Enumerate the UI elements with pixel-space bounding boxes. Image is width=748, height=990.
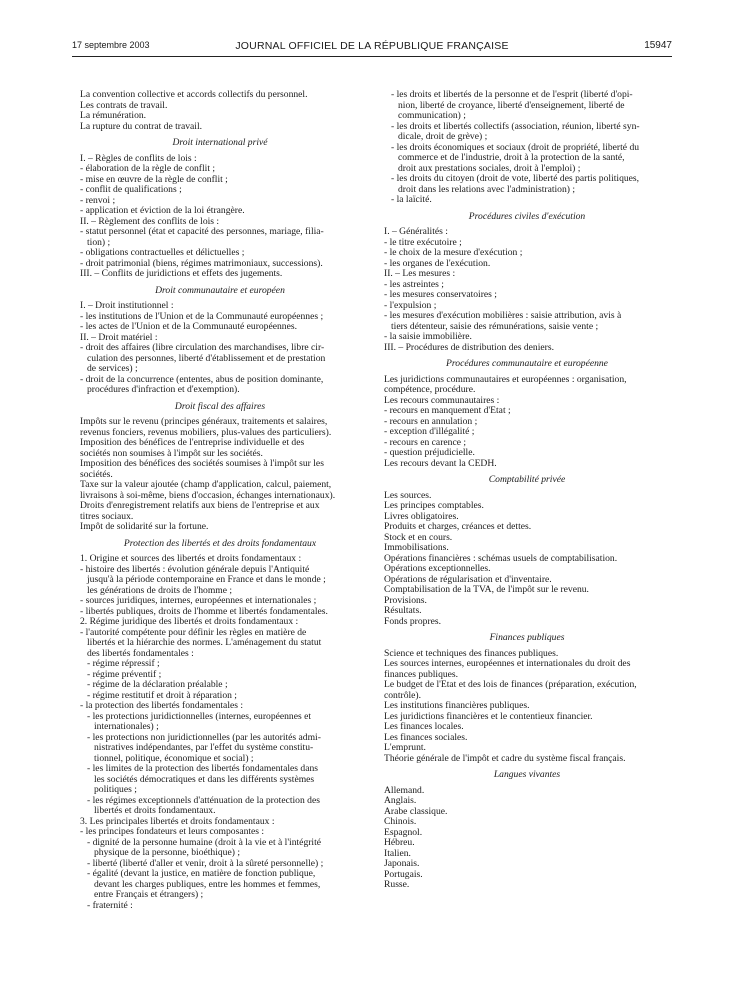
text-line: - conflit de qualifications ; (80, 185, 182, 195)
text-line: Produits et charges, créances et dettes. (384, 522, 532, 532)
text-line: revenus fonciers, revenus mobiliers, plus-values des particuliers). (80, 427, 332, 438)
text-line: Les sources. (384, 490, 432, 501)
header-page-number: 15947 (644, 40, 672, 51)
text-line: Impôt de solidarité sur la fortune. (80, 522, 209, 532)
text-line: - les protections juridictionnelles (internes, européennes et (87, 711, 312, 722)
text-line: des libertés fondamentales : (87, 648, 194, 659)
text-line: contrôle). (384, 690, 422, 701)
text-line: culation des personnes, liberté d'établissement et de prestation (87, 353, 326, 364)
text-line: I. – Généralités : (384, 227, 448, 237)
section-heading: Procédures civiles d'exécution (468, 210, 586, 222)
text-line: - les organes de l'exécution. (384, 258, 491, 269)
text-line: tiers détenteur, saisie des rémunérations, saisie vente ; (391, 321, 599, 332)
text-line: Les recours devant la CEDH. (384, 458, 497, 469)
text-line: - les droits et libertés de la personne et de l'esprit (liberté d'opi- (391, 90, 633, 100)
text-line: sociétés non soumises à l'impôt sur les sociétés. (80, 448, 263, 459)
text-line: II. – Règlement des conflits de lois : (80, 216, 220, 227)
text-line: - les régimes exceptionnels d'atténuation de la protection des (87, 795, 320, 806)
text-line: devant les charges publiques, entre les hommes et femmes, (94, 879, 321, 890)
text-line: Les finances sociales. (384, 732, 468, 743)
text-line: - le choix de la mesure d'exécution ; (384, 248, 523, 258)
text-line: - libertés publiques, droits de l'homme et libertés fondamentales. (80, 606, 328, 617)
text-line: - régime de la déclaration préalable ; (87, 680, 228, 690)
text-line: I. – Droit institutionnel : (80, 301, 174, 311)
text-line: nion, liberté de croyance, liberté d'enseignement, liberté de (398, 100, 625, 111)
text-line: Japonais. (384, 859, 420, 869)
text-line: - les actes de l'Union et de la Communauté européennes. (80, 322, 297, 332)
text-line: - régime répressif ; (87, 659, 160, 669)
text-line: - recours en manquement d'État ; (384, 406, 511, 416)
text-line: Provisions. (384, 595, 427, 606)
text-line: droit dans les relations avec l'administration) ; (398, 184, 576, 195)
text-line: les générations de droits de l'homme ; (87, 585, 233, 596)
left-column (80, 90, 360, 911)
text-line: - les astreintes ; (384, 279, 444, 290)
section-heading: Langues vivantes (493, 769, 561, 780)
text-line: les sociétés démocratiques et dans les différents systèmes (94, 774, 315, 785)
text-line: - les droits et libertés collectifs (association, réunion, liberté syn- (391, 121, 640, 132)
text-line: - mise en œuvre de la règle de conflit ; (80, 174, 228, 185)
text-line: - l'expulsion ; (384, 300, 437, 311)
text-line: Les recours communautaires : (384, 395, 500, 406)
text-line: - exception d'illégalité ; (384, 427, 475, 437)
text-line: Résultats. (384, 606, 422, 616)
text-line: - égalité (devant la justice, en matière de fonction publique, (87, 869, 316, 879)
text-line: Imposition des bénéfices des sociétés soumises à l'impôt sur les (80, 459, 324, 469)
text-line: La rémunération. (80, 111, 147, 121)
text-line: II. – Droit matériel : (80, 332, 158, 343)
text-line: Les institutions financières publiques. (384, 701, 530, 711)
text-line: 1. Origine et sources des libertés et droits fondamentaux : (80, 554, 302, 564)
text-line: livraisons à soi-même, biens d'occasion, échanges internationaux). (80, 490, 336, 501)
text-line: - les mesures d'exécution mobilières : saisie attribution, avis à (384, 311, 622, 321)
text-line: - dignité de la personne humaine (droit à la vie et à l'intégrité (87, 837, 322, 848)
text-line: - le titre exécutoire ; (384, 237, 462, 248)
text-line: Allemand. (384, 785, 425, 796)
text-line: libertés et droits fondamentaux. (94, 806, 216, 816)
text-line: Les juridictions communautaires et européennes : organisation, (384, 374, 627, 385)
text-line: L'emprunt. (384, 743, 426, 753)
text-line: politiques ; (94, 785, 137, 795)
text-line: - régime préventif ; (87, 669, 162, 680)
section-heading: Droit fiscal des affaires (174, 400, 266, 412)
text-line: Les finances locales. (384, 722, 464, 732)
text-line: - régime restitutif et droit à réparation ; (87, 690, 237, 701)
right-column (384, 90, 670, 891)
text-line: Italien. (384, 848, 411, 859)
text-line: - statut personnel (état et capacité des personnes, mariage, filia- (80, 227, 324, 237)
text-line: - les droits du citoyen (droit de vote, liberté des partis politiques, (391, 174, 640, 184)
text-line: Russe. (384, 880, 410, 890)
text-line: physique de la personne, bioéthique) ; (94, 848, 241, 858)
text-line: Immobilisations. (384, 543, 449, 553)
text-line: Hébreu. (384, 838, 415, 848)
text-line: - l'autorité compétente pour définir les règles en matière de (80, 627, 307, 638)
text-line: La rupture du contrat de travail. (80, 121, 203, 132)
text-line: - recours en annulation ; (384, 416, 478, 427)
text-line: commerce et de l'industrie, droit à la protection de la santé, (398, 153, 625, 163)
text-line: - recours en carence ; (384, 437, 467, 448)
text-line: Science et techniques des finances publiques. (384, 648, 559, 659)
text-line: internationales) ; (94, 722, 159, 732)
text-line: jusqu'à la période contemporaine en France et dans le monde ; (87, 575, 326, 585)
text-line: - sources juridiques, internes, européennes et internationales ; (80, 596, 317, 606)
text-line: - la laïcité. (391, 195, 432, 205)
text-line: compétence, procédure. (384, 385, 476, 395)
page-header (72, 40, 672, 54)
text-line: III. – Procédures de distribution des deniers. (384, 342, 554, 353)
text-line: tion) ; (87, 237, 111, 248)
text-line: La convention collective et accords collectifs du personnel. (80, 90, 308, 100)
text-line: - liberté (liberté d'aller et venir, droit à la sûreté personnelle) ; (87, 858, 324, 869)
text-line: - droit de la concurrence (ententes, abus de position dominante, (80, 374, 324, 385)
text-line: dicale, droit de grève) ; (398, 132, 488, 142)
header-date: 17 septembre 2003 (72, 40, 150, 50)
text-line: sociétés. (80, 469, 113, 480)
text-line: 2. Régime juridique des libertés et droits fondamentaux : (80, 617, 299, 627)
text-line: - les mesures conservatoires ; (384, 290, 497, 300)
text-line: finances publiques. (384, 669, 459, 680)
text-line: - les protections non juridictionnelles (par les autorités admi- (87, 732, 321, 743)
text-line: 3. Les principales libertés et droits fondamentaux : (80, 816, 275, 827)
text-line: Opérations exceptionnelles. (384, 564, 491, 574)
text-line: entre Français et étrangers) ; (94, 890, 204, 900)
text-line: Opérations financières : schémas usuels de comptabilisation. (384, 553, 618, 564)
text-line: Les principes comptables. (384, 501, 484, 511)
section-heading: Droit international privé (172, 137, 268, 148)
text-line: - la protection des libertés fondamentales : (80, 701, 244, 711)
text-line: Chinois. (384, 817, 417, 827)
text-line: Les contrats de travail. (80, 100, 168, 111)
text-line: Impôts sur le revenu (principes généraux, traitements et salaires, (80, 417, 328, 427)
text-line: - renvoi ; (80, 195, 116, 206)
text-line: Stock et en cours. (384, 532, 453, 543)
text-line: II. – Les mesures : (384, 269, 456, 279)
text-line: - la saisie immobilière. (384, 332, 472, 342)
text-line: - histoire des libertés : évolution générale depuis l'Antiquité (80, 564, 310, 575)
text-line: Arabe classique. (384, 806, 448, 817)
section-heading: Protection des libertés et des droits fondamentaux (123, 537, 317, 549)
text-line: titres sociaux. (80, 511, 134, 522)
text-line: - les droits économiques et sociaux (droit de propriété, liberté du (391, 142, 640, 153)
section-heading: Finances publiques (489, 632, 565, 643)
text-line: de services) ; (87, 364, 138, 374)
text-line: - élaboration de la règle de conflit ; (80, 164, 216, 174)
text-line: I. – Règles de conflits de lois : (80, 153, 197, 164)
text-line: - les principes fondateurs et leurs composantes : (80, 827, 265, 837)
text-line: Livres obligatoires. (384, 511, 459, 522)
text-line: Portugais. (384, 869, 423, 880)
text-line: Droits d'enregistrement relatifs aux biens de l'entreprise et aux (80, 501, 320, 511)
text-line: - droit patrimonial (biens, régimes matrimoniaux, successions). (80, 258, 323, 269)
text-line: Fonds propres. (384, 616, 442, 627)
section-heading: Comptabilité privée (488, 474, 566, 485)
text-line: III. – Conflits de juridictions et effets des jugements. (80, 269, 283, 279)
text-line: - question préjudicielle. (384, 448, 475, 458)
text-line: - application et éviction de la loi étrangère. (80, 206, 245, 216)
text-line: communication) ; (398, 111, 466, 121)
text-line: - les limites de la protection des libertés fondamentales dans (87, 764, 318, 774)
text-line: - les institutions de l'Union et de la Communauté européennes ; (80, 311, 324, 322)
text-line: tionnel, politique, économique et social) ; (94, 753, 254, 764)
header-title: JOURNAL OFFICIEL DE LA RÉPUBLIQUE FRANÇAISE (235, 40, 509, 52)
section-heading: Droit communautaire et européen (155, 284, 285, 296)
text-line: procédures d'infraction et d'exemption). (87, 385, 240, 395)
text-line: Les juridictions financières et le contentieux financier. (384, 711, 593, 722)
text-line: Taxe sur la valeur ajoutée (champ d'application, calcul, paiement, (80, 480, 332, 490)
text-line: - obligations contractuelles et délictuelles ; (80, 248, 245, 258)
text-line: droit aux prestations sociales, droit à l'emploi) ; (398, 163, 581, 174)
text-line: Comptabilisation de la TVA, de l'impôt sur le revenu. (384, 585, 589, 595)
text-line: Opérations de régularisation et d'inventaire. (384, 574, 552, 585)
section-heading: Procédures communautaire et européenne (446, 358, 608, 369)
text-line: Le budget de l'État et des lois de finances (préparation, exécution, (384, 680, 637, 690)
text-line: Anglais. (384, 796, 417, 806)
text-line: - droit des affaires (libre circulation des marchandises, libre cir- (80, 343, 325, 353)
text-line: Les sources internes, européennes et internationales du droit des (384, 659, 631, 669)
text-line: Théorie générale de l'impôt et cadre du système fiscal français. (384, 753, 626, 764)
text-line: libertés et la hiérarchie des normes. L'aménagement du statut (87, 638, 322, 648)
header-rule (72, 56, 672, 57)
text-line: nistratives indépendantes, par l'effet du système constitu- (94, 743, 314, 753)
text-line: Imposition des bénéfices de l'entreprise individuelle et des (80, 438, 305, 448)
text-line: Espagnol. (384, 827, 423, 838)
text-line: - fraternité : (87, 900, 133, 911)
